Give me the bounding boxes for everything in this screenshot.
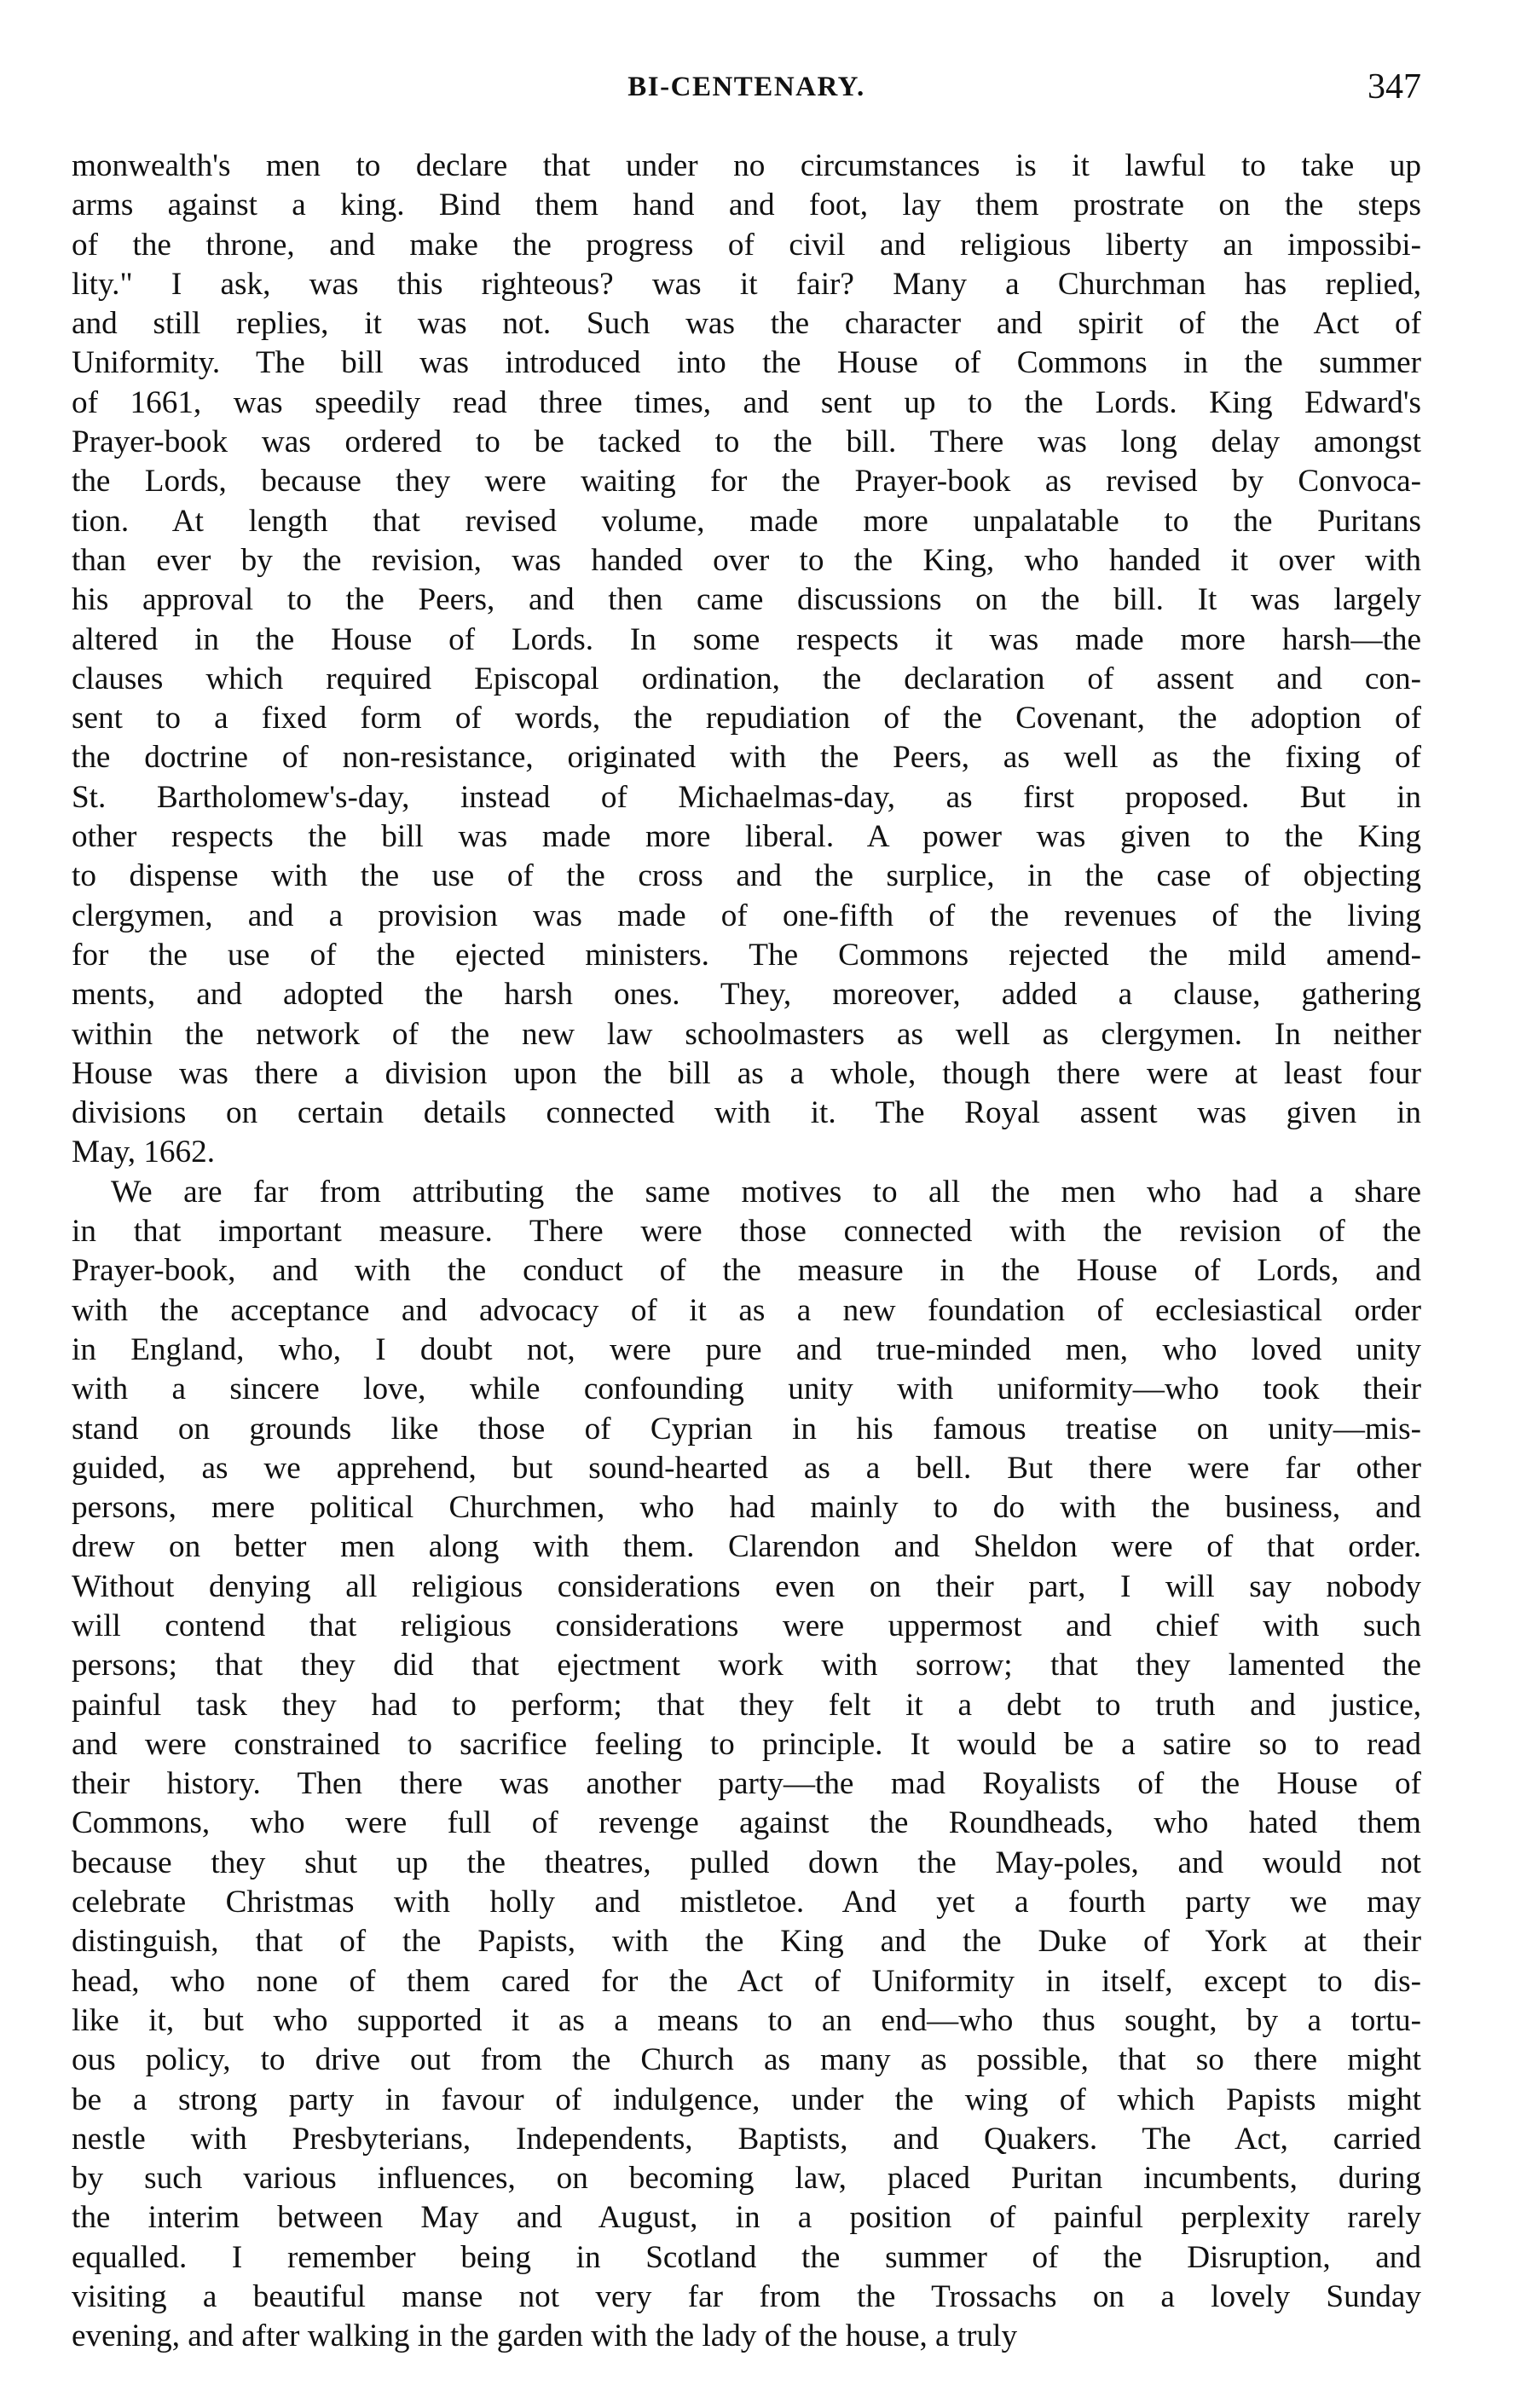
text-line: with the acceptance and advocacy of it as a new foundation of ecclesiastical order — [72, 1292, 1421, 1328]
text-line: Without denying all religious considerations even on their part, I will say nobody — [72, 1568, 1421, 1604]
text-line: of the throne, and make the progress of civil and religious liberty an impossibi- — [72, 227, 1421, 263]
text-line: head, who none of them cared for the Act of Uniformity in itself, except to dis- — [72, 1963, 1421, 1999]
text-line: to dispense with the use of the cross and the surplice, in the case of objecting — [72, 858, 1421, 894]
text-line: because they shut up the theatres, pulled down the May-poles, and would not — [72, 1845, 1421, 1880]
text-line: guided, as we apprehend, but sound-hearted as a bell. But there were far other — [72, 1450, 1421, 1486]
text-line: evening, and after walking in the garden with the lady of the house, a truly — [72, 2318, 1018, 2354]
text-line: like it, but who supported it as a means to an end—who thus sought, by a tortu- — [72, 2002, 1421, 2038]
text-line: for the use of the ejected ministers. The Commons rejected the mild amend- — [72, 937, 1421, 973]
text-line: the doctrine of non-resistance, originated with the Peers, as well as the fixing of — [72, 740, 1421, 776]
text-line: tion. At length that revised volume, made more unpalatable to the Puritans — [72, 503, 1421, 539]
text-line: altered in the House of Lords. In some respects it was made more harsh—the — [72, 621, 1421, 657]
text-line: by such various influences, on becoming law, placed Puritan incumbents, during — [72, 2161, 1421, 2197]
text-line: monwealth's men to declare that under no circumstances is it lawful to take up — [72, 148, 1421, 183]
page-header — [72, 66, 1421, 118]
text-line: May, 1662. — [72, 1135, 216, 1170]
text-line: Uniformity. The bill was introduced into the House of Commons in the summer — [72, 345, 1421, 381]
paragraph — [72, 147, 1421, 1173]
text-line: within the network of the new law schoolmasters as well as clergymen. In neither — [72, 1016, 1421, 1052]
text-line: of 1661, was speedily read three times, and sent up to the Lords. King Edward's — [72, 384, 1421, 420]
text-line: and were constrained to sacrifice feeling to principle. It would be a satire so to read — [72, 1726, 1421, 1762]
book-page — [72, 66, 1421, 2357]
text-line: and still replies, it was not. Such was the character and spirit of the Act of — [72, 306, 1421, 342]
text-line: the interim between May and August, in a position of painful perplexity rarely — [72, 2200, 1421, 2236]
text-line: other respects the bill was made more liberal. A power was given to the King — [72, 819, 1421, 855]
text-line: their history. Then there was another party—the mad Royalists of the House of — [72, 1766, 1421, 1802]
text-line: visiting a beautiful manse not very far from the Trossachs on a lovely Sunday — [72, 2279, 1421, 2315]
text-line: sent to a fixed form of words, the repudiation of the Covenant, the adoption of — [72, 701, 1421, 736]
text-line: Prayer-book, and with the conduct of the measure in the House of Lords, and — [72, 1253, 1421, 1289]
text-line: be a strong party in favour of indulgence, under the wing of which Papists might — [72, 2082, 1421, 2117]
text-line: divisions on certain details connected with it. The Royal assent was given in — [72, 1095, 1421, 1131]
text-line: clergymen, and a provision was made of one-fifth of the revenues of the living — [72, 898, 1421, 933]
text-line: in that important measure. There were those connected with the revision of the — [72, 1214, 1421, 1250]
text-line: clauses which required Episcopal ordination, the declaration of assent and con- — [72, 661, 1421, 696]
text-line: drew on better men along with them. Clarendon and Sheldon were of that order. — [72, 1529, 1421, 1565]
text-line: celebrate Christmas with holly and mistletoe. And yet a fourth party we may — [72, 1885, 1421, 1920]
text-line: lity." I ask, was this righteous? was it fair? Many a Churchman has replied, — [72, 266, 1421, 302]
text-line: arms against a king. Bind them hand and foot, lay them prostrate on the steps — [72, 188, 1421, 223]
text-line: nestle with Presbyterians, Independents, Baptists, and Quakers. The Act, carried — [72, 2121, 1421, 2157]
text-line: will contend that religious considerations were uppermost and chief with such — [72, 1608, 1421, 1643]
text-line: House was there a division upon the bill as a whole, though there were at least four — [72, 1055, 1421, 1091]
text-line: stand on grounds like those of Cyprian in his famous treatise on unity—mis- — [72, 1411, 1421, 1447]
text-line: the Lords, because they were waiting for the Prayer-book as revised by Convoca- — [72, 464, 1421, 500]
paragraph — [72, 1173, 1421, 2357]
body-text — [72, 147, 1421, 2357]
text-line: than ever by the revision, was handed over to the King, who handed it over with — [72, 542, 1421, 578]
text-line: distinguish, that of the Papists, with the King and the Duke of York at their — [72, 1924, 1421, 1960]
text-line: St. Bartholomew's-day, instead of Michaelmas-day, as first proposed. But in — [72, 779, 1421, 815]
text-line: ments, and adopted the harsh ones. They, moreover, added a clause, gathering — [72, 977, 1421, 1013]
text-line: painful task they had to perform; that they felt it a debt to truth and justice, — [72, 1687, 1421, 1723]
text-line: his approval to the Peers, and then came discussions on the bill. It was largely — [72, 582, 1421, 618]
text-line: Commons, who were full of revenge against the Roundheads, who hated them — [72, 1805, 1421, 1841]
text-line: ous policy, to drive out from the Church as many as possible, that so there might — [72, 2042, 1421, 2078]
page-number: 347 — [1368, 67, 1421, 107]
running-head: BI-CENTENARY. — [627, 72, 865, 102]
text-line: Prayer-book was ordered to be tacked to the bill. There was long delay amongst — [72, 424, 1421, 460]
text-line: equalled. I remember being in Scotland the summer of the Disruption, and — [72, 2239, 1421, 2275]
text-line: with a sincere love, while confounding unity with uniformity—who took their — [72, 1371, 1421, 1407]
text-line: persons; that they did that ejectment work with sorrow; that they lamented the — [72, 1648, 1421, 1683]
text-line: in England, who, I doubt not, were pure and true-minded men, who loved unity — [72, 1331, 1421, 1367]
text-line: persons, mere political Churchmen, who had mainly to do with the business, and — [72, 1490, 1421, 1526]
text-line: We are far from attributing the same motives to all the men who had a share — [111, 1174, 1421, 1210]
